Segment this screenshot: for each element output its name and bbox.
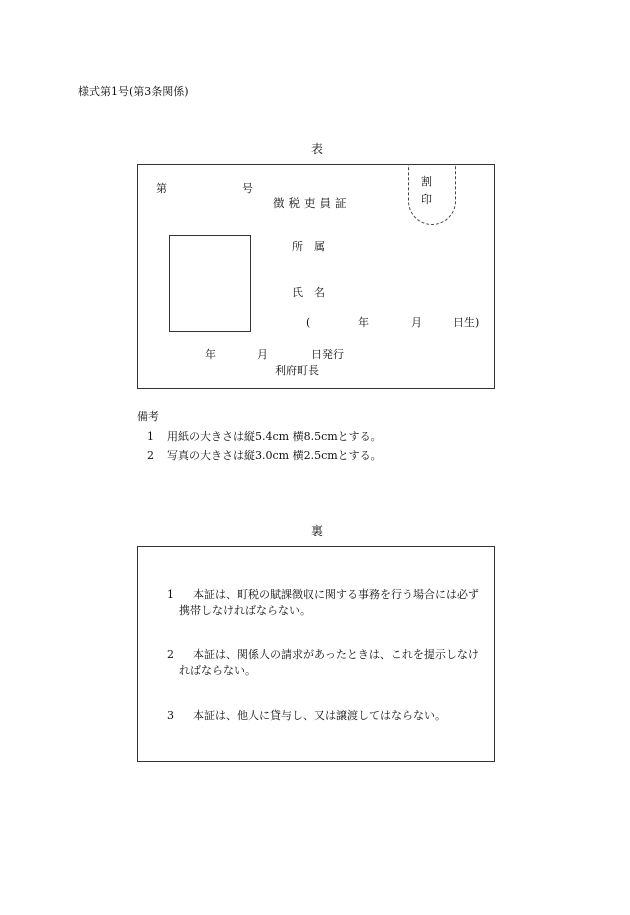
form-title: 様式第1号(第3条関係): [78, 85, 189, 98]
issuer-label: 利府町長: [275, 364, 319, 377]
remark-2-text: 写真の大きさは縦3.0cm 横2.5cmとする。: [167, 449, 382, 462]
issue-year-label: 年: [205, 348, 216, 361]
back-item-1-text: 本証は、町税の賦課徴収に関する事務を行う場合には必ず携帯しなければならない。: [179, 588, 479, 617]
card-number-prefix: 第: [156, 182, 167, 195]
back-item-3: [167, 708, 487, 726]
remarks-heading: 備考: [137, 410, 159, 423]
affiliation-label: 所 属: [292, 240, 325, 253]
birth-day-label: 日生): [453, 316, 480, 329]
photo-box: [169, 235, 251, 332]
tally-seal-area: [408, 164, 456, 225]
back-item-2-number: 2: [167, 648, 174, 661]
back-item-2-text: 本証は、関係人の請求があったときは、これを提示しなければならない。: [179, 648, 479, 677]
back-heading: 裏: [311, 524, 324, 538]
seal-label-2: 印: [421, 193, 432, 206]
birth-open-paren: (: [306, 316, 311, 329]
issue-month-label: 月: [257, 348, 268, 361]
id-card-back: [137, 546, 495, 762]
remark-2-number: 2: [147, 449, 154, 462]
back-item-3-text: 本証は、他人に貸与し、又は譲渡してはならない。: [193, 709, 446, 722]
card-number-suffix: 号: [242, 182, 253, 195]
back-item-3-number: 3: [167, 709, 174, 722]
birth-month-label: 月: [411, 316, 422, 329]
front-heading: 表: [311, 142, 324, 156]
id-card-front: [137, 164, 495, 389]
remark-1-text: 用紙の大きさは縦5.4cm 横8.5cmとする。: [167, 430, 382, 443]
remark-1-number: 1: [147, 430, 154, 443]
seal-label-1: 割: [421, 175, 432, 188]
back-item-2: [167, 647, 487, 681]
birth-year-label: 年: [358, 316, 369, 329]
back-item-1-number: 1: [167, 588, 174, 601]
card-title: 徴税吏員証: [273, 196, 351, 210]
name-label: 氏 名: [292, 286, 325, 299]
issue-day-label: 日発行: [311, 348, 344, 361]
back-item-1: [167, 587, 487, 621]
